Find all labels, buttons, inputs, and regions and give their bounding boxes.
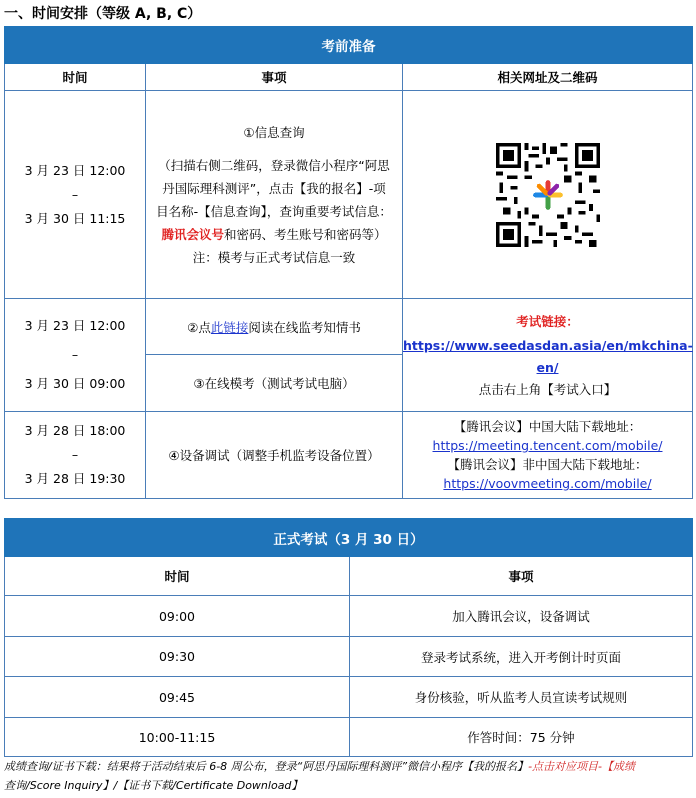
tencent-meeting-id-highlight: 腾讯会议号: [161, 226, 224, 242]
section-title: 一、时间安排（等级 A, B, C）: [4, 6, 202, 22]
download-intl-label: 【腾讯会议】非中国大陆下载地址：: [447, 457, 648, 472]
exam-row-time: 10:00-11:15: [5, 718, 350, 757]
row1-time-start: 3 月 23 日 12:00: [24, 162, 126, 178]
download-intl-link[interactable]: https://voovmeeting.com/mobile/: [443, 476, 652, 491]
row1-body3: 目名称-【信息查询】，查询重要考试信息：: [156, 203, 392, 219]
footer-note: [4, 757, 694, 795]
row2-item-b: ③在线模考（测试考试电脑）: [146, 355, 403, 412]
exam-row-item: 身份核验，听从监考人员宣读考试规则: [350, 677, 693, 718]
row1-body1: （扫描右侧二维码，登录微信小程序“阿思: [158, 157, 390, 173]
row3-item: ④设备调试（调整手机监考设备位置）: [146, 412, 403, 499]
row1-time: [5, 91, 146, 299]
footer-line1-b: -点击对应项目-【成绩: [528, 760, 636, 773]
row1-item: [146, 91, 403, 299]
exam-row-time: 09:45: [5, 677, 350, 718]
row3-time: [5, 412, 146, 499]
download-cn-label: 【腾讯会议】中国大陆下载地址：: [453, 419, 642, 434]
exam-row-item: 登录考试系统，进入开考倒计时页面: [350, 637, 693, 677]
row1-note: 注：模考与正式考试信息一致: [192, 249, 356, 265]
row1-title: ①信息查询: [243, 124, 305, 140]
qr-code-icon[interactable]: [496, 143, 600, 247]
row3-time-end: 3 月 28 日 19:30: [24, 471, 126, 486]
row1-qr-cell: [403, 91, 693, 299]
prep-table: [4, 26, 693, 499]
download-cn-link[interactable]: https://meeting.tencent.com/mobile/: [432, 438, 663, 453]
row2-item-a: [146, 299, 403, 355]
exam-link-url[interactable]: https://www.seedasdan.asia/en/mkchina-en/: [403, 338, 693, 375]
exam-row-time: 09:00: [5, 596, 350, 637]
row1-time-end: 3 月 30 日 11:15: [24, 210, 126, 226]
row2-time-start: 3 月 23 日 12:00: [24, 318, 126, 333]
footer-line2: 查询/Score Inquiry】/【证书下载/Certificate Download】: [4, 779, 303, 792]
exam-table: [4, 518, 693, 757]
row2-item-a-prefix: ②点: [187, 319, 211, 335]
row2-time-end: 3 月 30 日 09:00: [24, 376, 126, 391]
notice-link[interactable]: 此链接: [210, 319, 249, 335]
exam-row-item: 加入腾讯会议，设备调试: [350, 596, 693, 637]
row3-download-cell: [403, 412, 693, 499]
row1-body4-rest: 和密码、考生账号和密码等）: [224, 226, 387, 242]
row1-body4: [152, 223, 396, 246]
row3-time-start: 3 月 28 日 18:00: [24, 423, 126, 438]
exam-header-item: 事项: [350, 557, 693, 596]
row1-body2: 丹国际理科测评”，点击【我的报名】-项: [162, 180, 386, 196]
footer-line1-a: 成绩查询/证书下载：结果将于活动结束后 6-8 周公布，登录“阿思丹国际理科测评”微信小程序【我的报名】: [4, 760, 529, 773]
exam-row-item: 作答时间：75 分钟: [350, 718, 693, 757]
row2-time-sep: –: [71, 347, 79, 362]
footer-line1: [4, 757, 694, 776]
exam-link-title: 考试链接：: [516, 314, 579, 329]
row2-time: [5, 299, 146, 412]
prep-banner: 考前准备: [5, 27, 693, 64]
row3-time-sep: –: [71, 447, 79, 462]
row2-link-cell: [403, 299, 693, 412]
prep-header-links: 相关网址及二维码: [403, 64, 693, 91]
row1-time-sep: –: [71, 186, 79, 202]
exam-row-time: 09:30: [5, 637, 350, 677]
exam-header-time: 时间: [5, 557, 350, 596]
exam-banner: 正式考试（3 月 30 日）: [5, 519, 693, 557]
prep-header-time: 时间: [5, 64, 146, 91]
row2-item-a-suffix: 阅读在线监考知情书: [248, 319, 361, 335]
exam-link-note: 点击右上角【考试入口】: [478, 382, 617, 397]
prep-header-item: 事项: [146, 64, 403, 91]
